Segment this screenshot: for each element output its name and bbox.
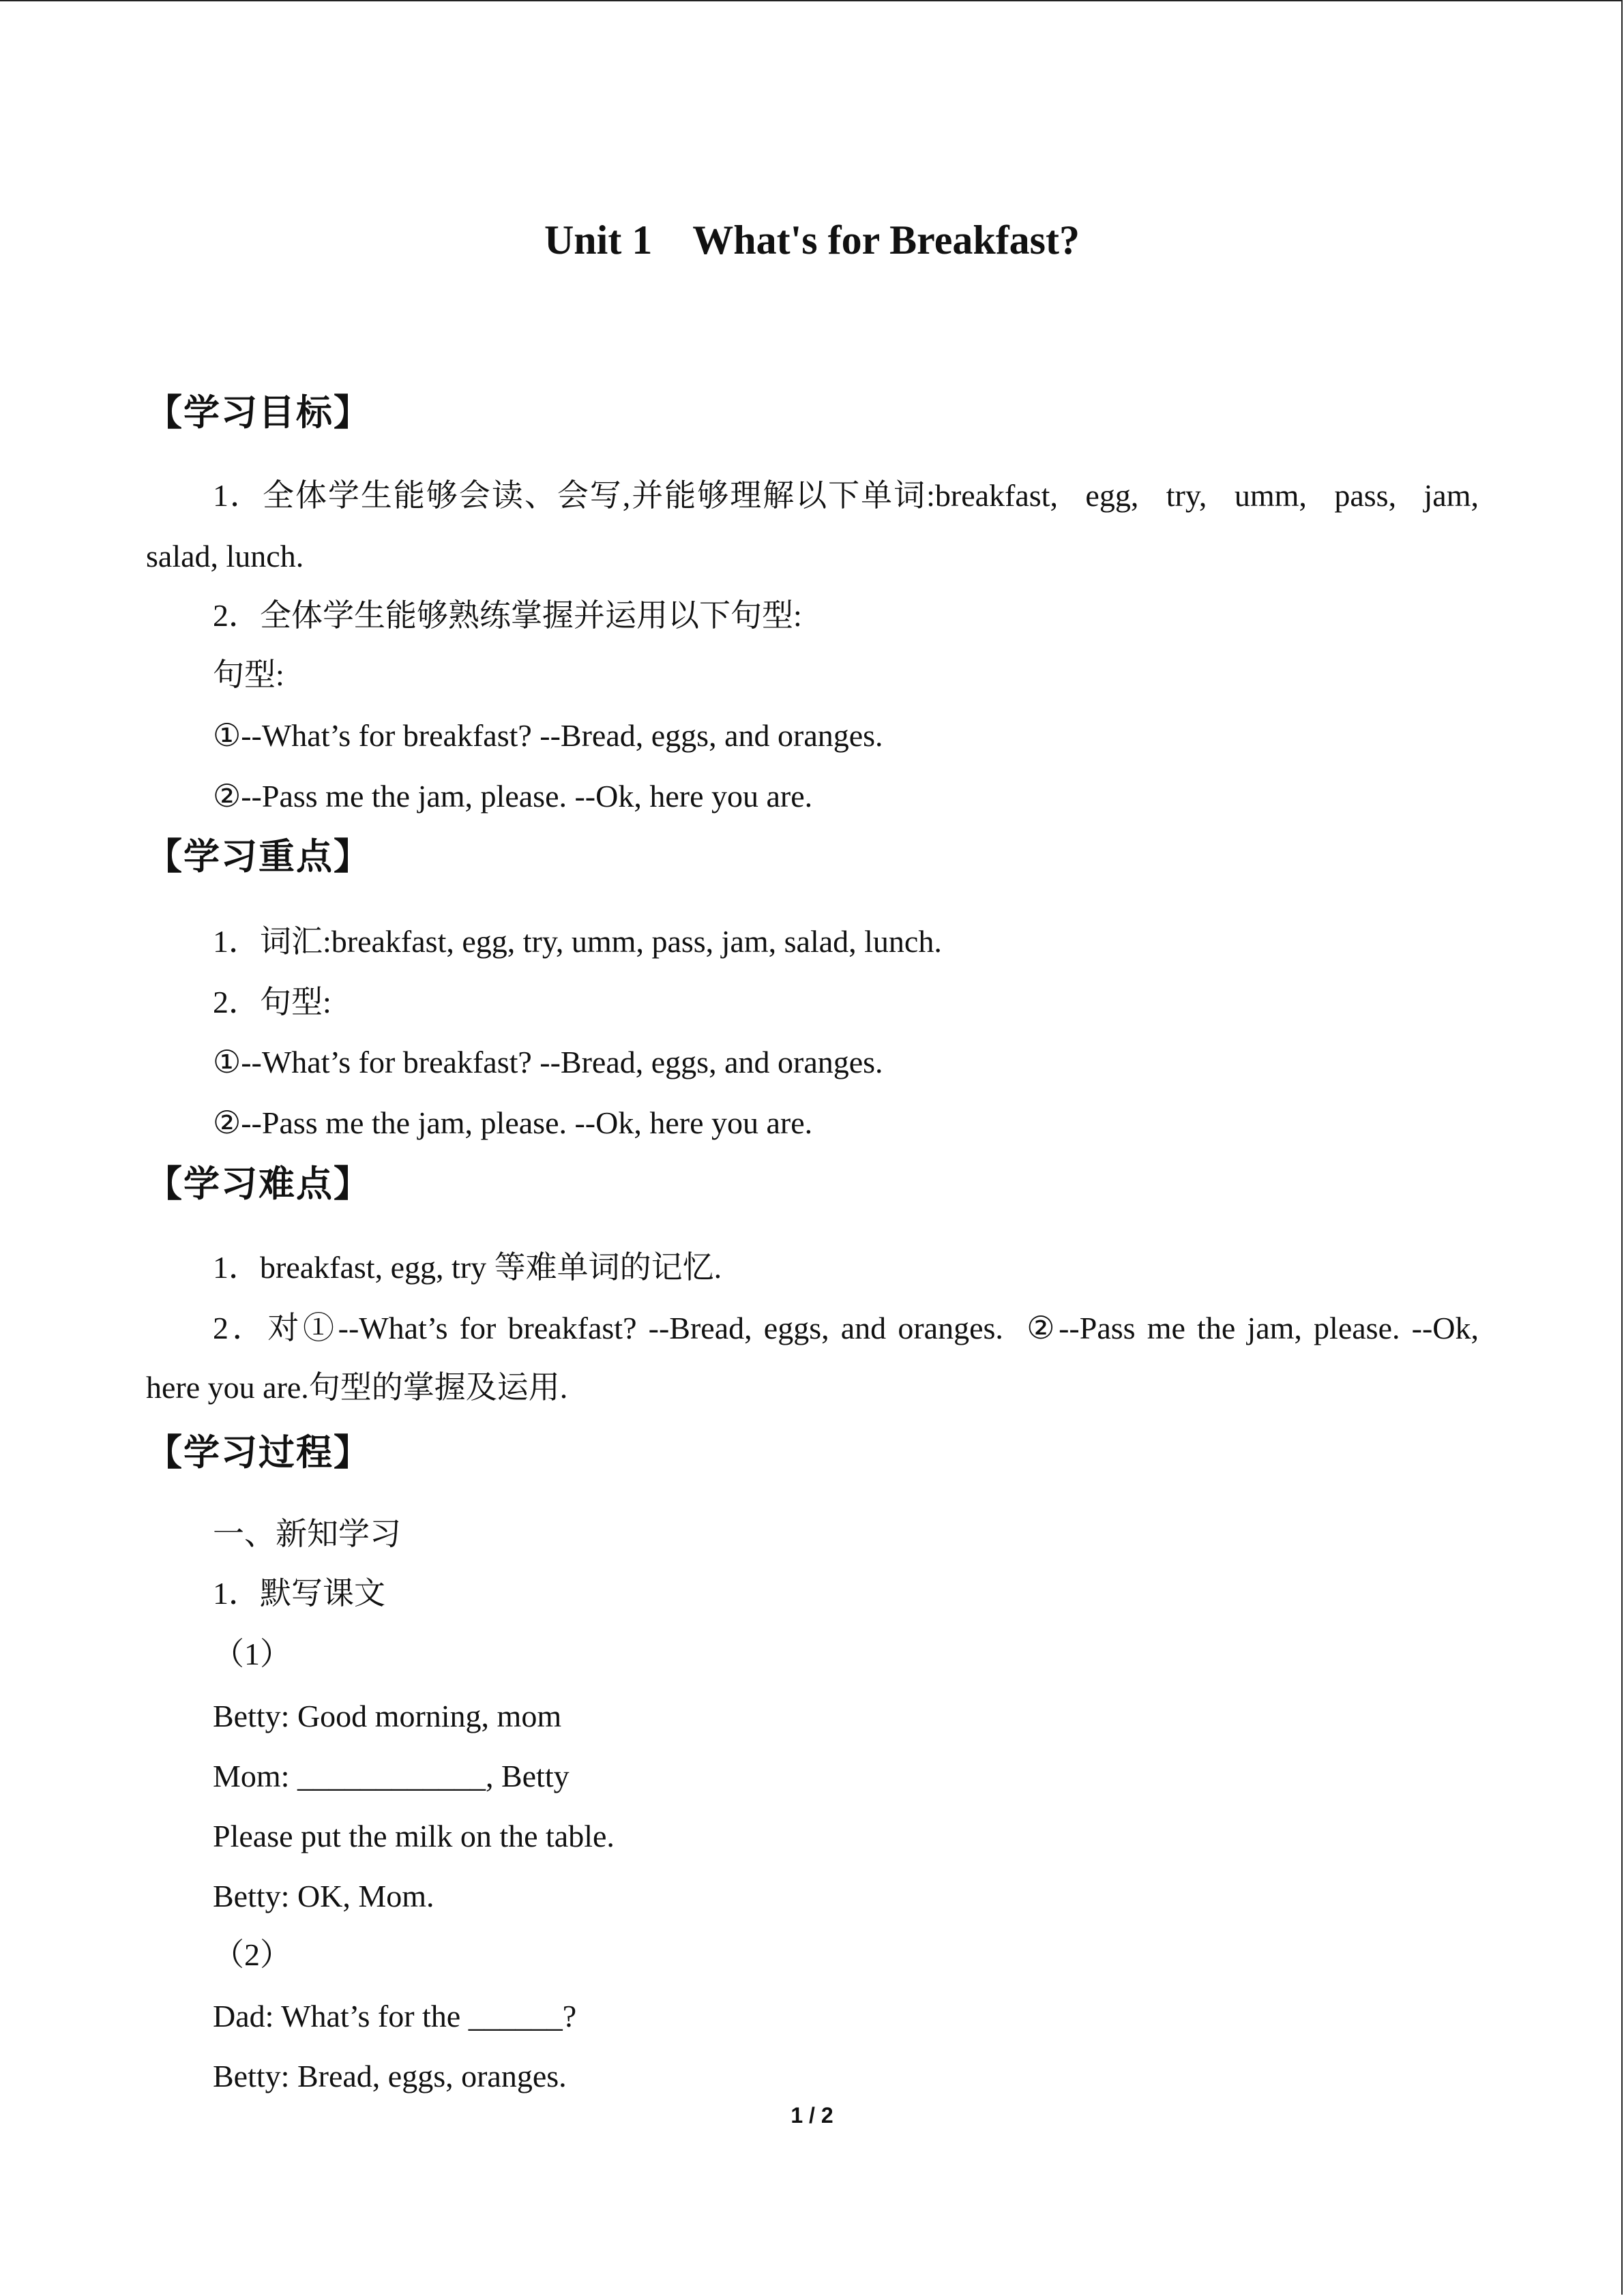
dialogue-line-5: Dad: What’s for the ______? xyxy=(213,1999,577,2033)
focus-pattern-1: ①--What’s for breakfast? --Bread, eggs, and oranges. xyxy=(213,1045,883,1079)
difficulty-item-1: 1．breakfast, egg, try 等难单词的记忆. xyxy=(213,1250,722,1285)
goals-pattern-1: ①--What’s for breakfast? --Bread, eggs, and oranges. xyxy=(213,718,883,753)
goals-item-2: 2．全体学生能够熟练掌握并运用以下句型: xyxy=(213,598,802,633)
process-sub-2: （2） xyxy=(213,1937,291,1972)
focus-item-2: 2．句型: xyxy=(213,985,331,1019)
heading-learning-process: 【学习过程】 xyxy=(146,1432,371,1474)
heading-learning-focus: 【学习重点】 xyxy=(146,836,371,878)
focus-pattern-2: ②--Pass me the jam, please. --Ok, here you are. xyxy=(213,1105,813,1140)
difficulty-item-2-line-1: 2．对①--What’s for breakfast? --Bread, eggs, and oranges. ②--Pass me the jam, please. --Ok, xyxy=(213,1311,1479,1345)
process-task-1: 1．默写课文 xyxy=(213,1576,385,1611)
heading-learning-goals: 【学习目标】 xyxy=(146,392,371,434)
document-title: Unit 1 What's for Breakfast? xyxy=(544,218,1080,263)
process-part-1: 一、新知学习 xyxy=(213,1517,401,1551)
focus-item-1: 1．词汇:breakfast, egg, try, umm, pass, jam, salad, lunch. xyxy=(213,924,942,959)
difficulty-item-2-line-2: here you are.句型的掌握及运用. xyxy=(146,1370,568,1405)
process-sub-1: （1） xyxy=(213,1637,291,1671)
heading-learning-difficulty: 【学习难点】 xyxy=(146,1163,371,1205)
dialogue-line-4: Betty: OK, Mom. xyxy=(213,1879,434,1913)
goals-item-1-line-2: salad, lunch. xyxy=(146,539,304,573)
page-number: 1 / 2 xyxy=(791,2103,833,2128)
goals-pattern-2: ②--Pass me the jam, please. --Ok, here you are. xyxy=(213,779,813,814)
goals-item-1-line-1: 1．全体学生能够会读、会写,并能够理解以下单词:breakfast, egg, try, umm, pass, jam, xyxy=(213,478,1479,513)
goals-pattern-label: 句型: xyxy=(213,657,284,692)
dialogue-line-6: Betty: Bread, eggs, oranges. xyxy=(213,2059,567,2093)
dialogue-line-2: Mom: ____________, Betty xyxy=(213,1759,570,1793)
dialogue-line-3: Please put the milk on the table. xyxy=(213,1819,615,1853)
dialogue-line-1: Betty: Good morning, mom xyxy=(213,1699,562,1733)
